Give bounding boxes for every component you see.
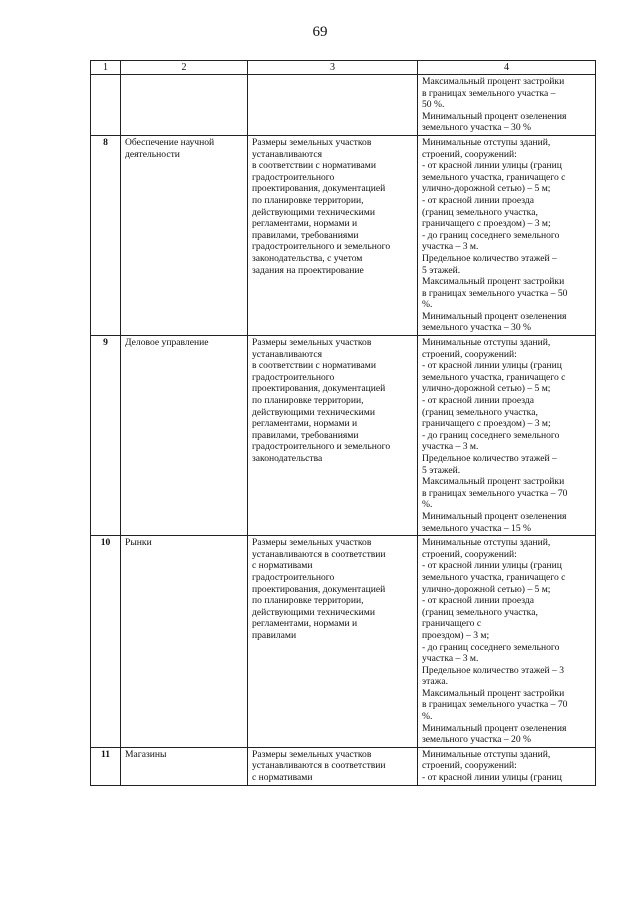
- plot-size-requirements-line: Размеры земельных участков: [252, 748, 372, 760]
- construction-parameters-line: - от красной линии проезда: [422, 194, 534, 206]
- construction-parameters-line: участка – 3 м.: [422, 441, 479, 453]
- plot-size-requirements-line: с нормативами: [252, 560, 313, 572]
- use-type-name-line: Деловое управление: [125, 337, 209, 349]
- plot-size-requirements: [248, 75, 418, 136]
- row-number: 9: [91, 336, 121, 536]
- construction-parameters-line: 5 этажей.: [422, 264, 461, 276]
- construction-parameters-line: Максимальный процент застройки: [422, 687, 565, 699]
- plot-size-requirements: [248, 536, 418, 748]
- plot-size-requirements-line: правилами, требованиями: [252, 229, 359, 241]
- construction-parameters-line: этажа.: [422, 676, 448, 688]
- construction-parameters-line: Минимальные отступы зданий,: [422, 337, 551, 349]
- construction-parameters-line: %.: [422, 299, 433, 311]
- construction-parameters-line: Предельное количество этажей – 3: [422, 664, 565, 676]
- plot-size-requirements: [248, 135, 418, 335]
- plot-size-requirements-line: градостроительного: [252, 571, 335, 583]
- construction-parameters-line: граничащего с проездом) – 3 м;: [422, 218, 551, 230]
- plot-size-requirements-line: задания на проектирование: [252, 264, 364, 276]
- use-type-name: [121, 75, 248, 136]
- construction-parameters-line: Минимальный процент озеленения: [422, 310, 567, 322]
- construction-parameters-line: строений, сооружений:: [422, 148, 517, 160]
- construction-parameters-line: Минимальный процент озеленения: [422, 510, 567, 522]
- use-type-name-line: Магазины: [125, 748, 167, 760]
- construction-parameters-line: Минимальные отступы зданий,: [422, 748, 551, 760]
- construction-parameters-line: - от красной линии проезда: [422, 395, 534, 407]
- page-number: 69: [312, 24, 328, 40]
- plot-size-requirements-line: градостроительного: [252, 371, 335, 383]
- use-type-name-line: Обеспечение научной: [125, 136, 215, 148]
- construction-parameters-line: Максимальный процент застройки: [422, 276, 565, 288]
- plot-size-requirements-line: градостроительного: [252, 171, 335, 183]
- construction-parameters-line: Минимальные отступы зданий,: [422, 136, 551, 148]
- construction-parameters-line: в границах земельного участка –: [422, 87, 556, 99]
- regulations-table: [90, 60, 596, 786]
- construction-parameters-line: Предельное количество этажей –: [422, 252, 557, 264]
- construction-parameters-line: - от красной линии улицы (границ: [422, 160, 562, 172]
- plot-size-requirements-line: регламентами, нормами и: [252, 618, 358, 630]
- plot-size-requirements: [248, 747, 418, 785]
- construction-parameters: [418, 536, 596, 748]
- construction-parameters: [418, 747, 596, 785]
- construction-parameters-line: земельного участка, граничащего с: [422, 371, 566, 383]
- construction-parameters-line: Максимальный процент застройки: [422, 476, 565, 488]
- plot-size-requirements: [248, 336, 418, 536]
- plot-size-requirements-line: в соответствии с нормативами: [252, 160, 376, 172]
- construction-parameters-line: Предельное количество этажей –: [422, 453, 557, 464]
- construction-parameters-line: в границах земельного участка – 70: [422, 487, 568, 499]
- plot-size-requirements-line: устанавливаются в соответствии: [252, 548, 386, 560]
- construction-parameters-line: строений, сооружений:: [422, 348, 517, 360]
- plot-size-requirements-line: устанавливаются: [252, 148, 323, 160]
- plot-size-requirements-line: градостроительного и земельного: [252, 441, 391, 453]
- plot-size-requirements-line: регламентами, нормами и: [252, 218, 358, 230]
- construction-parameters-line: Минимальный процент озеленения: [422, 110, 567, 122]
- table-row: [91, 747, 596, 785]
- construction-parameters-line: строений, сооружений:: [422, 548, 517, 560]
- construction-parameters-line: - до границ соседнего земельного: [422, 229, 560, 241]
- construction-parameters: [418, 336, 596, 536]
- construction-parameters-line: - от красной линии улицы (границ: [422, 560, 562, 572]
- construction-parameters-line: - от красной линии проезда: [422, 595, 534, 607]
- construction-parameters-line: улично-дорожной сетью) – 5 м;: [422, 183, 551, 195]
- construction-parameters-line: (границ земельного участка,: [422, 606, 538, 618]
- construction-parameters: [418, 75, 596, 136]
- plot-size-requirements-line: действующими техническими: [252, 606, 375, 618]
- construction-parameters-line: в границах земельного участка – 70: [422, 699, 568, 711]
- plot-size-requirements-line: устанавливаются: [252, 348, 323, 360]
- plot-size-requirements-line: градостроительного и земельного: [252, 241, 391, 253]
- plot-size-requirements-line: проектирования, документацией: [252, 583, 386, 595]
- plot-size-requirements-line: устанавливаются в соответствии: [252, 760, 386, 772]
- plot-size-requirements-line: действующими техническими: [252, 206, 375, 218]
- plot-size-requirements-line: проектирования, документацией: [252, 383, 386, 395]
- construction-parameters-line: (границ земельного участка,: [422, 406, 538, 418]
- plot-size-requirements-line: в соответствии с нормативами: [252, 360, 376, 372]
- construction-parameters-line: граничащего с проездом) – 3 м;: [422, 418, 551, 430]
- plot-size-requirements-line: действующими техническими: [252, 406, 375, 418]
- construction-parameters: [418, 135, 596, 335]
- construction-parameters-line: участка – 3 м.: [422, 241, 479, 253]
- plot-size-requirements-line: законодательства: [252, 453, 323, 464]
- construction-parameters-line: Минимальный процент озеленения: [422, 722, 567, 734]
- plot-size-requirements-line: Размеры земельных участков: [252, 537, 372, 549]
- construction-parameters-line: 5 этажей.: [422, 464, 461, 476]
- plot-size-requirements-line: регламентами, нормами и: [252, 418, 358, 430]
- table-row: [91, 536, 596, 748]
- construction-parameters-line: земельного участка – 30 %: [422, 322, 532, 334]
- plot-size-requirements-line: по планировке территории,: [252, 595, 364, 607]
- construction-parameters-line: Максимальный процент застройки: [422, 76, 565, 87]
- construction-parameters-line: Минимальные отступы зданий,: [422, 537, 551, 549]
- plot-size-requirements-line: по планировке территории,: [252, 395, 364, 407]
- plot-size-requirements-line: законодательства, с учетом: [252, 252, 363, 264]
- plot-size-requirements-line: Размеры земельных участков: [252, 136, 372, 148]
- row-number: [91, 75, 121, 136]
- use-type-name: [121, 336, 248, 536]
- table-row: [91, 135, 596, 335]
- construction-parameters-line: - от красной линии улицы (границ: [422, 772, 562, 784]
- construction-parameters-line: земельного участка – 15 %: [422, 522, 532, 534]
- construction-parameters-line: строений, сооружений:: [422, 760, 517, 772]
- construction-parameters-line: участка – 3 м.: [422, 653, 479, 665]
- use-type-name: [121, 135, 248, 335]
- construction-parameters-line: %.: [422, 711, 433, 723]
- construction-parameters-line: - от красной линии улицы (границ: [422, 360, 562, 372]
- construction-parameters-line: - до границ соседнего земельного: [422, 429, 560, 441]
- construction-parameters-line: улично-дорожной сетью) – 5 м;: [422, 383, 551, 395]
- construction-parameters-line: проездом) – 3 м;: [422, 629, 490, 641]
- construction-parameters-line: земельного участка, граничащего с: [422, 171, 566, 183]
- construction-parameters-line: улично-дорожной сетью) – 5 м;: [422, 583, 551, 595]
- table-row: [91, 336, 596, 536]
- table-row: [91, 75, 596, 136]
- row-number: 10: [91, 536, 121, 748]
- row-number: 11: [91, 747, 121, 785]
- construction-parameters-line: земельного участка, граничащего с: [422, 571, 566, 583]
- construction-parameters-line: земельного участка – 20 %: [422, 734, 532, 746]
- row-number: 8: [91, 135, 121, 335]
- header-row: [91, 61, 596, 75]
- plot-size-requirements-line: проектирования, документацией: [252, 183, 386, 195]
- plot-size-requirements-line: по планировке территории,: [252, 194, 364, 206]
- use-type-name-line: Рынки: [125, 537, 152, 549]
- header-col-3: 3: [248, 61, 418, 75]
- construction-parameters-line: земельного участка – 30 %: [422, 122, 532, 134]
- use-type-name: [121, 747, 248, 785]
- plot-size-requirements-line: Размеры земельных участков: [252, 337, 372, 349]
- header-col-2: 2: [121, 61, 248, 75]
- construction-parameters-line: - до границ соседнего земельного: [422, 641, 560, 653]
- plot-size-requirements-line: с нормативами: [252, 772, 313, 784]
- header-col-4: 4: [418, 61, 596, 75]
- use-type-name: [121, 536, 248, 748]
- construction-parameters-line: в границах земельного участка – 50: [422, 287, 568, 299]
- construction-parameters-line: (границ земельного участка,: [422, 206, 538, 218]
- construction-parameters-line: граничащего с: [422, 618, 482, 630]
- plot-size-requirements-line: правилами, требованиями: [252, 429, 359, 441]
- header-col-1: 1: [91, 61, 121, 75]
- use-type-name-line: деятельности: [125, 148, 180, 160]
- construction-parameters-line: %.: [422, 499, 433, 511]
- plot-size-requirements-line: правилами: [252, 629, 297, 641]
- construction-parameters-line: 50 %.: [422, 99, 445, 111]
